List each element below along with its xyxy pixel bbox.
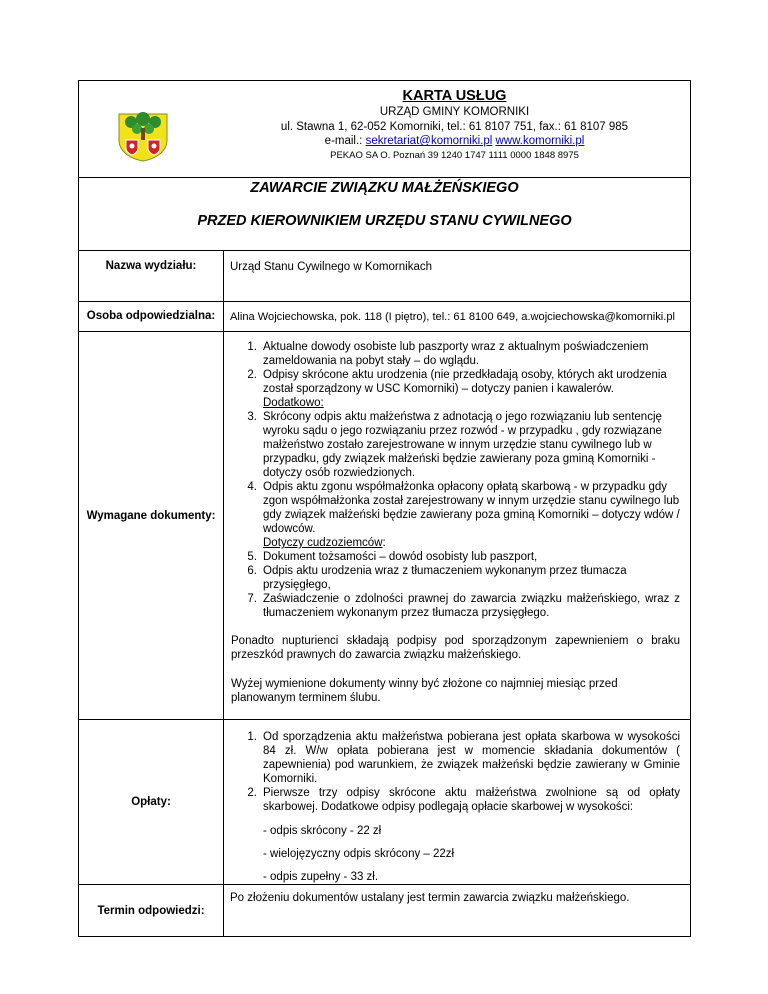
documents-row	[79, 332, 691, 720]
website-link[interactable]: www.komorniki.pl	[495, 135, 585, 148]
responsible-row	[79, 302, 691, 332]
responsible-value: Alina Wojciechowska, pok. 118 (I piętro), tel.: 61 8100 649, a.wojciechowska@komorniki.pl	[224, 302, 691, 332]
service-title-line2: PRZED KIEROWNIKIEM URZĘDU STANU CYWILNEGO	[197, 213, 572, 229]
list-item: 3. Skrócony odpis aktu małżeństwa z adnotacją o jego rozwiązaniu lub sentencję wyroku sądu o jego rozwiązaniu przez rozwód - w przypadku , gdy rozwiązane małżeństwo zostało zarejestrowane w innym urzędzie stanu cywilnego lub w przypadku, gdy związek małżeński będzie zawierany poza gminą Komorniki - dotyczy osób rozwiedzionych.	[247, 411, 662, 479]
email-link[interactable]: sekretariat@komorniki.pl	[365, 135, 493, 148]
header-text	[229, 88, 680, 163]
office-name: URZĄD GMINY KOMORNIKI	[379, 106, 530, 118]
documents-label	[79, 332, 224, 720]
list-item: 6. Odpis aktu urodzenia wraz z tłumaczeniem wykonanym przez tłumacza przysięgłego,	[247, 565, 627, 591]
documents-label-text: Wymagane dokumenty:	[86, 509, 216, 522]
contact-line	[229, 134, 680, 149]
service-card-page	[78, 80, 690, 937]
list-item: 2. Odpisy skrócone aktu urodzenia (nie przedkładają osoby, których akt urodzenia został sporządzony w USC Komorniki) – dotyczy panien i kawalerów.	[247, 369, 667, 395]
list-item: 1. Od sporządzenia aktu małżeństwa pobierana jest opłata skarbowa w wysokości 84 zł. W/w opłata pobierana jest w momencie składania dokumentów ( zapewnienia) pod warunkiem, że związek małżeński będzie zawierany w Gminie Komorniki.	[247, 731, 680, 785]
card-title: KARTA USŁUG	[402, 88, 507, 104]
response-value: Po złożeniu dokumentów ustalany jest termin zawarcia związku małżeńskiego.	[224, 885, 691, 937]
fee-abridged: - odpis skrócony - 22 zł	[263, 825, 382, 837]
fees-row	[79, 720, 691, 885]
subheading-foreigners: Dotyczy cudzoziemców:	[263, 537, 386, 549]
list-item: 7. Zaświadczenie o zdolności prawnej do zawarcia związku małżeńskiego, wraz z tłumaczeniem wykonanym przez tłumacza przysięgłego.	[247, 593, 680, 619]
department-label: Nazwa wydziału:	[79, 251, 224, 302]
responsible-label: Osoba odpowiedzialna:	[79, 302, 224, 332]
fees-label: Opłaty:	[79, 720, 224, 885]
coat-of-arms-icon	[117, 110, 169, 162]
department-row	[79, 251, 691, 302]
fee-multilingual: - wielojęzyczny odpis skrócony – 22zł	[263, 848, 455, 860]
list-item: 4. Odpis aktu zgonu współmałżonka opłacony opłatą skarbową - w przypadku gdy zgon współmałżonka został zarejestrowany w innym urzędzie stanu cywilnego lub gdy związek małżeński będzie zawierany poza gminą Komorniki – dotyczy wdów / wdowców.	[247, 481, 680, 535]
office-address: ul. Stawna 1, 62-052 Komorniki, tel.: 61 8107 751, fax.: 61 8107 985	[280, 120, 629, 133]
subheading-additionally: Dodatkowo:	[263, 397, 324, 409]
title-row	[79, 178, 691, 251]
list-item: 5. Dokument tożsamości – dowód osobisty lub paszport,	[247, 551, 538, 563]
list-item: 2. Pierwsze trzy odpisy skrócone aktu małżeństwa zwolnione są od opłaty skarbowej. Dodatkowe odpisy podlegają opłacie skarbowej w wysokości:	[247, 787, 680, 813]
response-row	[79, 885, 691, 937]
service-title	[79, 178, 691, 251]
documents-value	[224, 332, 691, 720]
fees-value	[224, 720, 691, 885]
documents-list	[229, 340, 680, 620]
header-row	[79, 81, 691, 178]
list-item: 1. Aktualne dowody osobiste lub paszporty wraz z aktualnym poświadczeniem zameldowania na pobyt stały – do wglądu.	[247, 341, 649, 367]
fee-full: - odpis zupełny - 33 zł.	[263, 871, 379, 883]
header-cell	[79, 81, 691, 178]
documents-note-deadline: Wyżej wymienione dokumenty winny być złożone co najmniej miesiąc przed planowanym terminem ślubu.	[231, 678, 618, 704]
fees-list	[229, 730, 680, 814]
email-prefix: e-mail.:	[324, 135, 366, 148]
department-value: Urząd Stanu Cywilnego w Komornikach	[224, 251, 691, 302]
response-label: Termin odpowiedzi:	[79, 885, 224, 937]
documents-note-signatures: Ponadto nupturienci składają podpisy pod sporządzonym zapewnieniem o braku przeszkód prawnych do zawarcia związku małżeńskiego.	[231, 635, 680, 661]
bank-account: PEKAO SA O. Poznań 39 1240 1747 1111 0000 1848 8975	[330, 149, 579, 161]
service-card-table	[78, 80, 691, 937]
service-title-line1: ZAWARCIE ZWIĄZKU MAŁŻEŃSKIEGO	[250, 180, 519, 196]
